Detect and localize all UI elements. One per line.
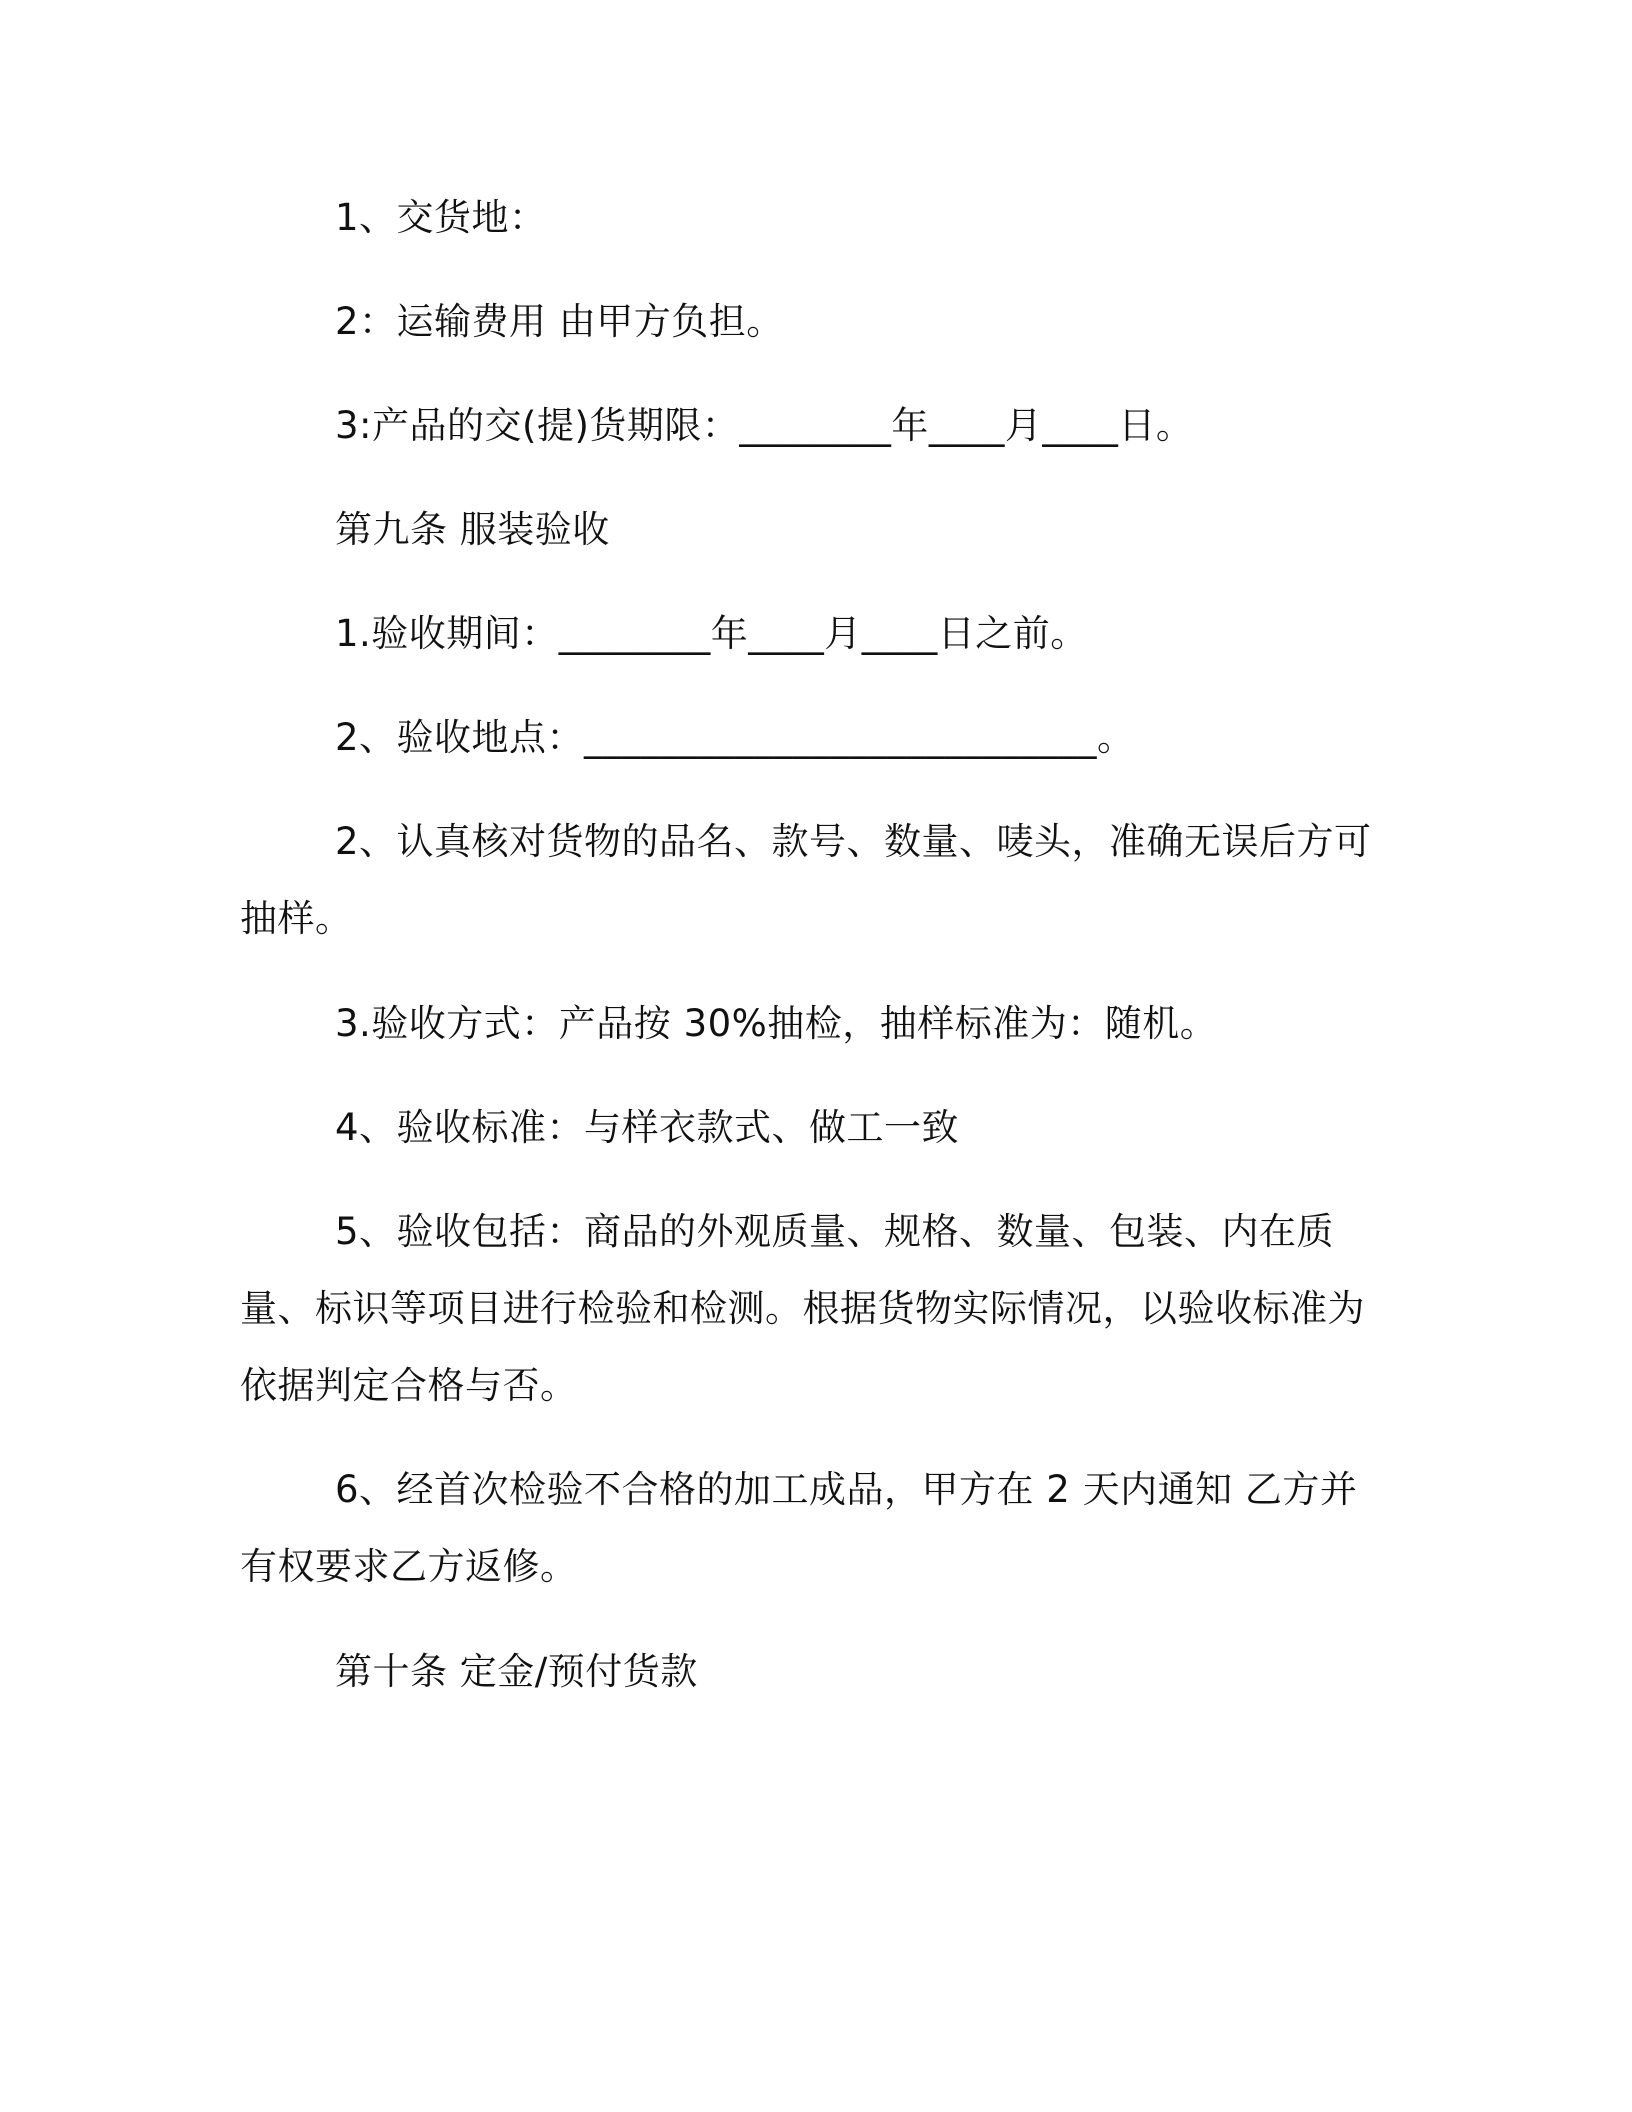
article-ten-heading: 第十条 定金/预付货款 [335, 1650, 698, 1693]
rework-clause: 6、经首次检验不合格的加工成品，甲方在 2 天内通知 乙方并有权要求乙方返修。 [240, 1468, 1358, 1588]
inspection-location-clause: 2、验收地点：___________________________。 [335, 716, 1135, 759]
inspection-standard-clause: 4、验收标准：与样衣款式、做工一致 [335, 1106, 960, 1149]
article-nine-heading: 第九条 服装验收 [335, 508, 610, 551]
inspection-period-clause: 1.验收期间：________年____月____日之前。 [335, 612, 1088, 655]
transport-cost-clause: 2：运输费用 由甲方负担。 [335, 300, 784, 343]
inspection-scope-clause: 5、验收包括：商品的外观质量、规格、数量、包装、内在质量、标识等项目进行检验和检测。根据货物实际情况，以验收标准为依据判定合格与否。 [240, 1210, 1365, 1407]
inspection-method-clause: 3.验收方式：产品按 30%抽检，抽样标准为：随机。 [335, 1002, 1218, 1045]
delivery-deadline-clause: 3:产品的交(提)货期限：________年____月____日。 [335, 404, 1194, 447]
delivery-location-clause: 1、交货地： [335, 196, 547, 239]
goods-verification-clause: 2、认真核对货物的品名、款号、数量、唛头，准确无误后方可抽样。 [240, 820, 1372, 940]
